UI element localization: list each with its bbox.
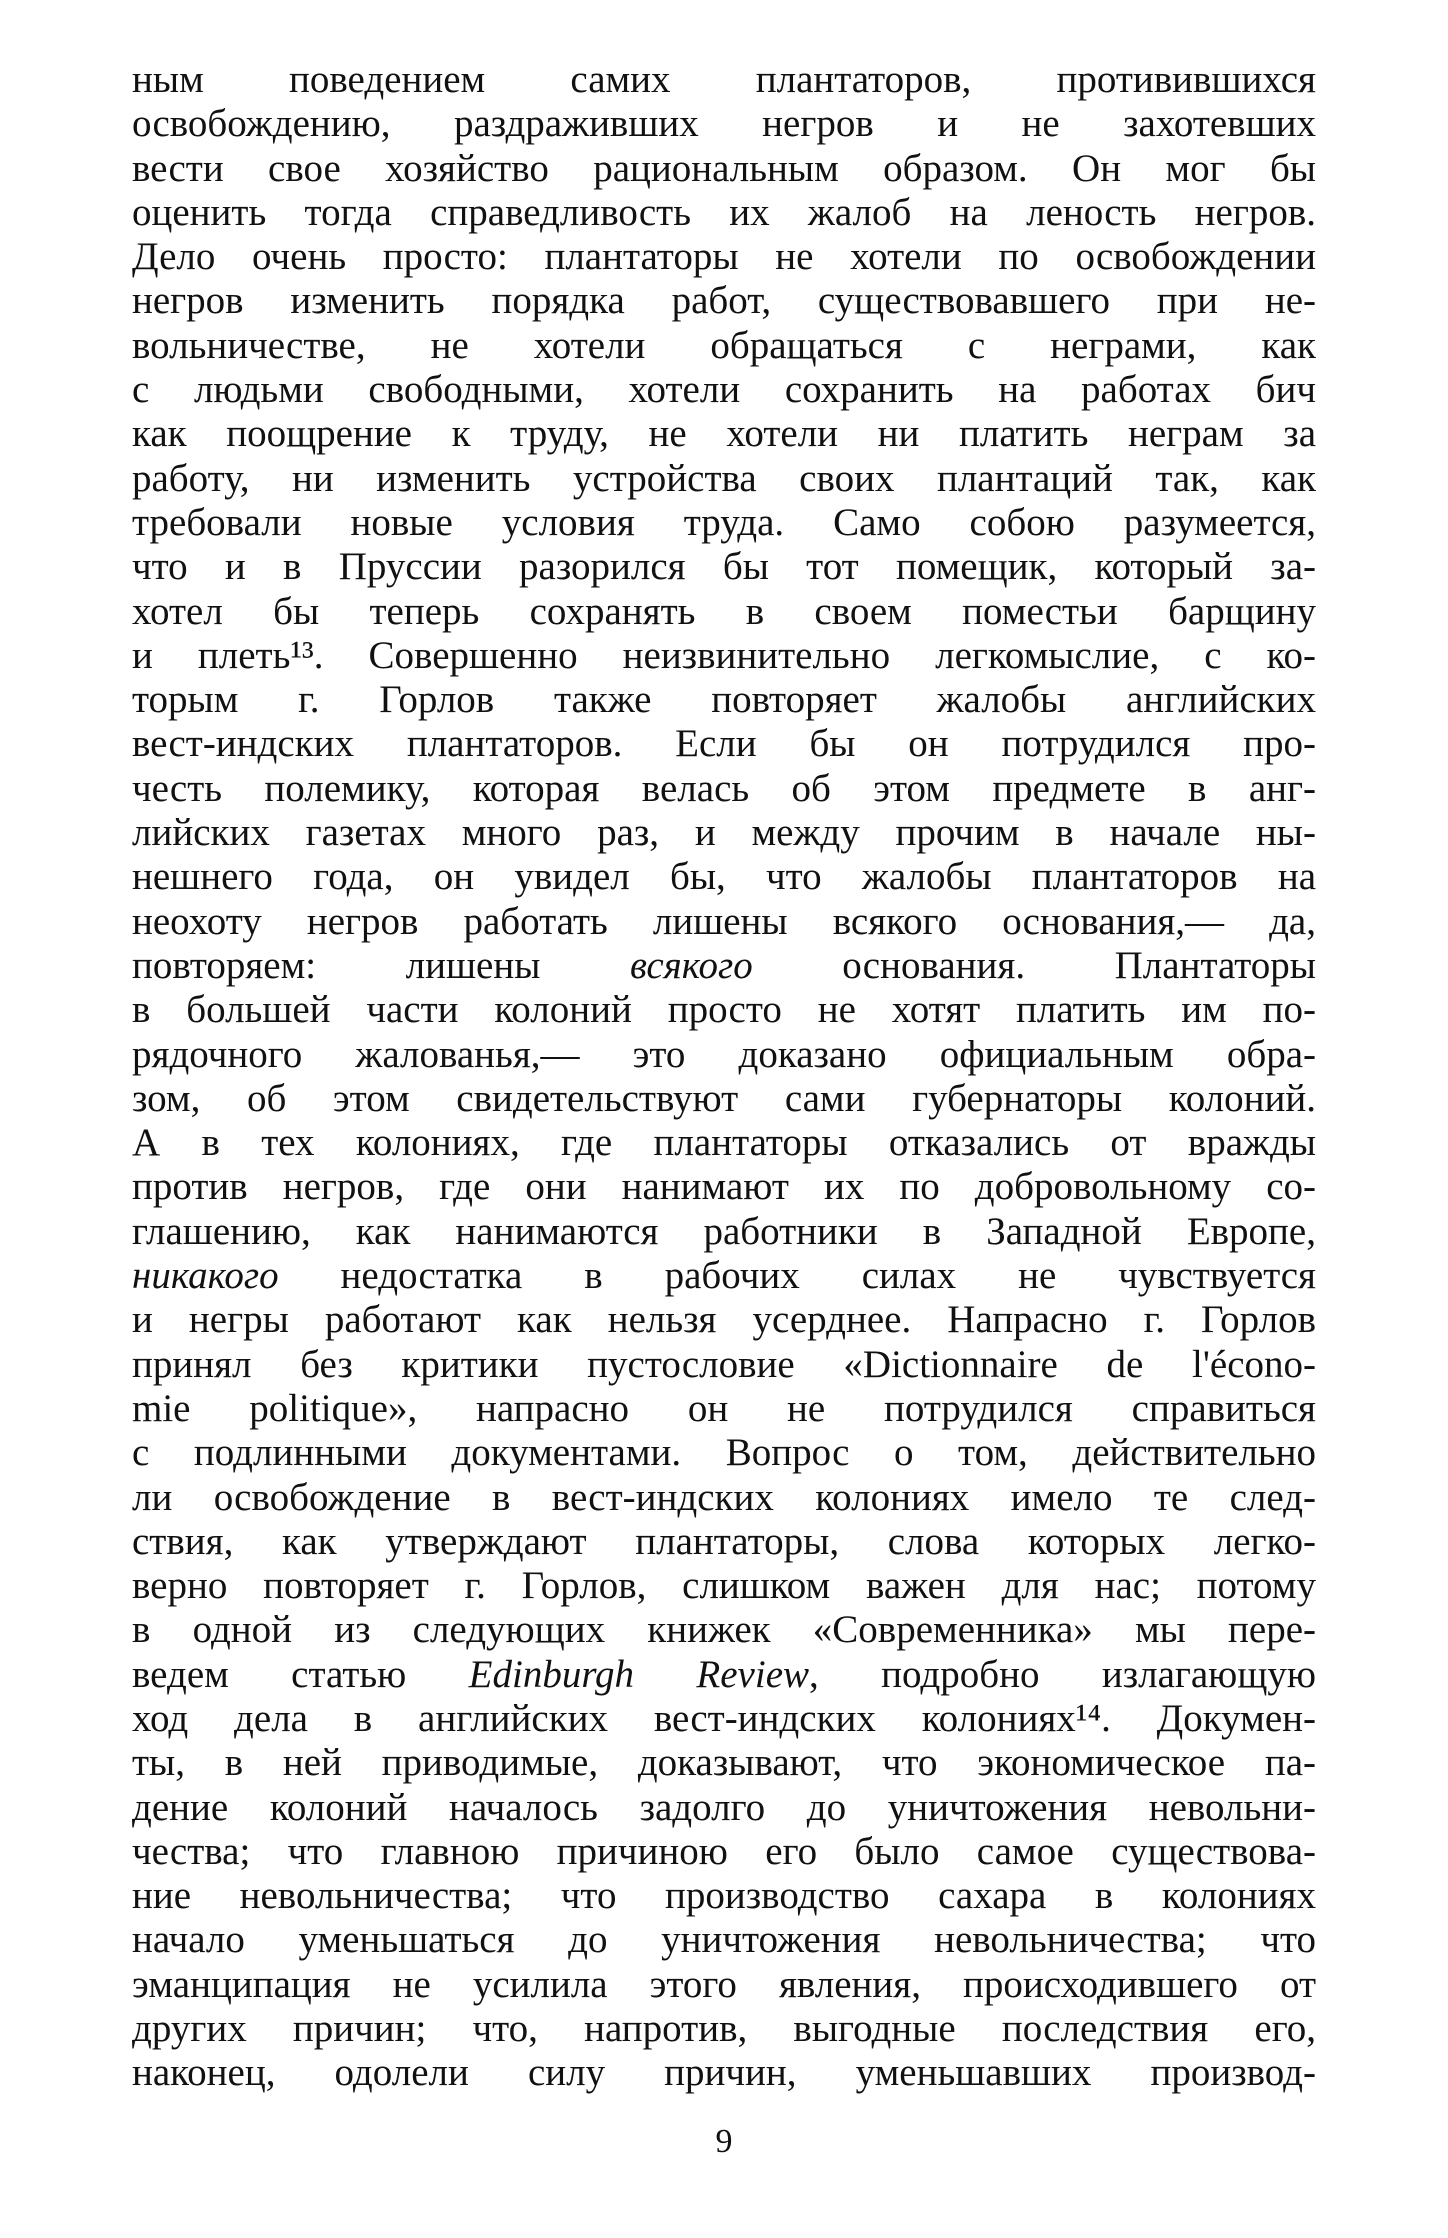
- text-line: хотел бы теперь сохранять в своем поместьи барщину: [132, 589, 1316, 633]
- text-line: наконец, одолели силу причин, уменьшавших производ-: [132, 2051, 1316, 2095]
- text-line: повторяем: лишены всякого основания. Плантаторы: [132, 943, 1316, 987]
- text-line: с подлинными документами. Вопрос о том, действительно: [132, 1431, 1316, 1475]
- body-text: [132, 58, 1316, 2096]
- text-line: ствия, как утверждают плантаторы, слова которых легко-: [132, 1519, 1316, 1563]
- text-line: в большей части колоний просто не хотят платить им по-: [132, 988, 1316, 1032]
- text-line: верно повторяет г. Горлов, слишком важен для нас; потому: [132, 1564, 1316, 1608]
- text-line: начало уменьшаться до уничтожения невольничества; что: [132, 1918, 1316, 1962]
- text-line: ным поведением самих плантаторов, противившихся: [132, 58, 1316, 101]
- text-line: и негры работают как нельзя усерднее. Напрасно г. Горлов: [132, 1298, 1316, 1342]
- text-line: в одной из следующих книжек «Современника» мы пере-: [132, 1608, 1316, 1652]
- text-line: глашению, как нанимаются работники в Западной Европе,: [132, 1209, 1316, 1253]
- text-line: лийских газетах много раз, и между прочим в начале ны-: [132, 811, 1316, 855]
- text-line: торым г. Горлов также повторяет жалобы английских: [132, 678, 1316, 722]
- text-line: эманципация не усилила этого явления, происходившего от: [132, 1962, 1316, 2006]
- text-line: требовали новые условия труда. Само собою разумеется,: [132, 500, 1316, 544]
- text-line: дение колоний началось задолго до уничтожения невольни-: [132, 1785, 1316, 1829]
- text-line: что и в Пруссии разорился бы тот помещик, который за-: [132, 545, 1316, 589]
- text-line: с людьми свободными, хотели сохранить на работах бич: [132, 368, 1316, 412]
- text-line: ведем статью Edinburgh Review, подробно излагающую: [132, 1652, 1316, 1696]
- text-line: ход дела в английских вест-индских колониях¹⁴. Докумен-: [132, 1696, 1316, 1740]
- text-line: ты, в ней приводимые, доказывают, что экономическое па-: [132, 1741, 1316, 1785]
- text-line: ние невольничества; что производство сахара в колониях: [132, 1874, 1316, 1918]
- text-line: А в тех колониях, где плантаторы отказались от вражды: [132, 1121, 1316, 1165]
- text-line: неохоту негров работать лишены всякого основания,— да,: [132, 899, 1316, 943]
- text-line: вест-индских плантаторов. Если бы он потрудился про-: [132, 722, 1316, 766]
- text-line: вести свое хозяйство рациональным образом. Он мог бы: [132, 146, 1316, 190]
- text-line: против негров, где они нанимают их по добровольному со-: [132, 1165, 1316, 1209]
- text-line: рядочного жалованья,— это доказано официальным обра-: [132, 1032, 1316, 1076]
- text-line: других причин; что, напротив, выгодные последствия его,: [132, 2007, 1316, 2051]
- text-line: как поощрение к труду, не хотели ни платить неграм за: [132, 412, 1316, 456]
- text-line: и плеть¹³. Совершенно неизвинительно легкомыслие, с ко-: [132, 633, 1316, 677]
- text-line: негров изменить порядка работ, существовавшего при не-: [132, 279, 1316, 323]
- italic-phrase: Edinburgh Review: [468, 1652, 810, 1696]
- text-line: зом, об этом свидетельствуют сами губернаторы колоний.: [132, 1076, 1316, 1120]
- text-line: mie politique», напрасно он не потрудился справиться: [132, 1386, 1316, 1430]
- text-line: принял без критики пустословие «Dictionnaire de l'écono-: [132, 1342, 1316, 1386]
- italic-phrase: никакого: [132, 1254, 279, 1298]
- text-line: никакого недостатка в рабочих силах не чувствуется: [132, 1254, 1316, 1298]
- text-line: нешнего года, он увидел бы, что жалобы плантаторов на: [132, 855, 1316, 899]
- text-line: Дело очень просто: плантаторы не хотели по освобождении: [132, 235, 1316, 279]
- italic-phrase: всякого: [629, 943, 753, 987]
- text-line: вольничестве, не хотели обращаться с неграми, как: [132, 323, 1316, 367]
- text-line: работу, ни изменить устройства своих плантаций так, как: [132, 456, 1316, 500]
- page-number: 9: [715, 2123, 733, 2160]
- text-line: оценить тогда справедливость их жалоб на леность негров.: [132, 190, 1316, 234]
- text-line: освобождению, раздраживших негров и не захотевших: [132, 102, 1316, 146]
- text-line: честь полемику, которая велась об этом предмете в анг-: [132, 766, 1316, 810]
- text-line: ли освобождение в вест-индских колониях имело те след-: [132, 1475, 1316, 1519]
- text-line: чества; что главною причиною его было самое существова-: [132, 1829, 1316, 1873]
